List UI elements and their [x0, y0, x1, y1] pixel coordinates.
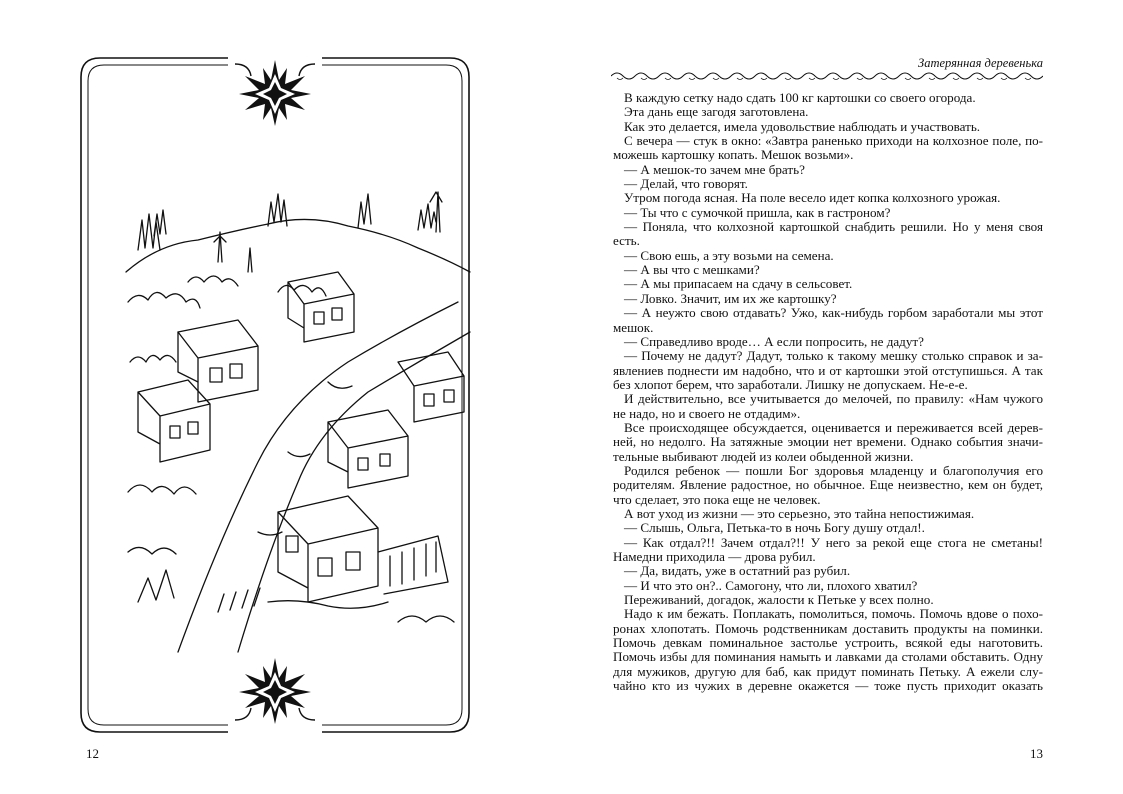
- paragraph: — Делай, что говорят.: [624, 176, 748, 192]
- paragraph: Родился ребенок — пошли Бог здоровья младенцу и благополучия его родителям. Явление радостное, но обычное. Еще неизвестно, кем он будет, что сделает, это пока еще не человек.: [613, 462, 1043, 507]
- paragraph: — А вы что с мешками?: [624, 262, 760, 278]
- paragraph: В каждую сетку надо сдать 100 кг картошки со своего огорода.: [624, 90, 976, 105]
- paragraph: — А мешок-то зачем мне брать?: [624, 161, 805, 177]
- paragraph: — Слышь, Ольга, Петька-то в ночь Богу душу отдал!.: [624, 520, 925, 536]
- paragraph: — Да, видать, уже в остатний раз рубил.: [624, 563, 851, 579]
- paragraph: — Почему не дадут? Дадут, только к такому мешку столько справок и заявлениев поднести им надобно, что и от картошки этой отступишься. А так без хлопот берем, что заработали. Лишку не допускаем. Не-е-е.: [613, 348, 1043, 392]
- paragraph: — Свою ешь, а эту возьми на семена.: [624, 247, 834, 263]
- paragraph: Переживаний, догадок, жалости к Петьке у всех полно.: [624, 592, 934, 608]
- paragraph: — Справедливо вроде… А если попросить, не дадут?: [624, 333, 924, 349]
- paragraph: — Ловко. Значит, им их же картошку?: [624, 290, 837, 306]
- paragraph: Эта дань еще загодя заготовлена.: [624, 104, 809, 120]
- paragraph: И действительно, все учитывается до мелочей, по правилу: «Нам чужого не надо, но и своего не отдадим».: [613, 391, 1043, 421]
- paragraph: Все происходящее обсуждается, оценивается и переживается всей деревней, но недолго. На затяжные эмоции нет времени. Однако события значительные выбивают людей из колеи обыденной жизни.: [613, 419, 1043, 464]
- right-page: [561, 0, 1123, 794]
- page-number-right: 13: [1030, 746, 1043, 761]
- page-number-left: 12: [86, 746, 99, 761]
- paragraph: Как это делается, имела удовольствие наблюдать и участвовать.: [624, 118, 981, 134]
- paragraph: С вечера — стук в окно: «Завтра раненько приходи на колхозное поле, поможешь картошку копать. Мешок возьми».: [613, 133, 1043, 163]
- paragraph: — Как отдал?!! Зачем отдал?!! У него за рекой еще стога не сметаны! Намедни приходила — дрова рубил.: [613, 534, 1043, 564]
- paragraph: А вот уход из жизни — это серьезно, это тайна непостижимая.: [624, 505, 975, 521]
- paragraph: Утром погода ясная. На поле весело идет копка колхозного урожая.: [624, 190, 1001, 206]
- ornament-top-icon: [235, 58, 315, 128]
- paragraph: — И что это он?.. Самогону, что ли, плохого хватил?: [624, 577, 918, 593]
- paragraph: — Поняла, что колхозной картошкой снабдить решили. Но у меня своя есть.: [613, 219, 1043, 249]
- paragraph: Надо к им бежать. Поплакать, помолиться, помочь. Помочь вдове о похоронах хлопотать. Помочь родственникам доставить продукты на поминки. Помочь девкам поминальное застолье устроить, всякой еды наготовить. Помочь избы для поминания намыть и лавками да столами обставить. Одну для мужиков, другую для баб, как придут поминать Петьку. А ежели случайно кто из чужих в деревне окажется — тоже пусть приходит оказать: [613, 606, 1043, 694]
- paragraph: — А мы припасаем на сдачу в сельсовет.: [624, 276, 853, 292]
- paragraph: — Ты что с сумочкой пришла, как в гастроном?: [624, 204, 891, 220]
- village-sketch-illustration: [118, 132, 478, 662]
- ornamental-rule: [611, 70, 1043, 82]
- ornament-bottom-icon: [235, 656, 315, 726]
- left-page: [0, 0, 561, 794]
- body-text: [613, 91, 1043, 693]
- paragraph: — А неужто свою отдавать? Ужо, как-нибудь горбом заработали мы этот мешок.: [613, 305, 1043, 335]
- running-head: Затерянная деревенька: [918, 56, 1043, 70]
